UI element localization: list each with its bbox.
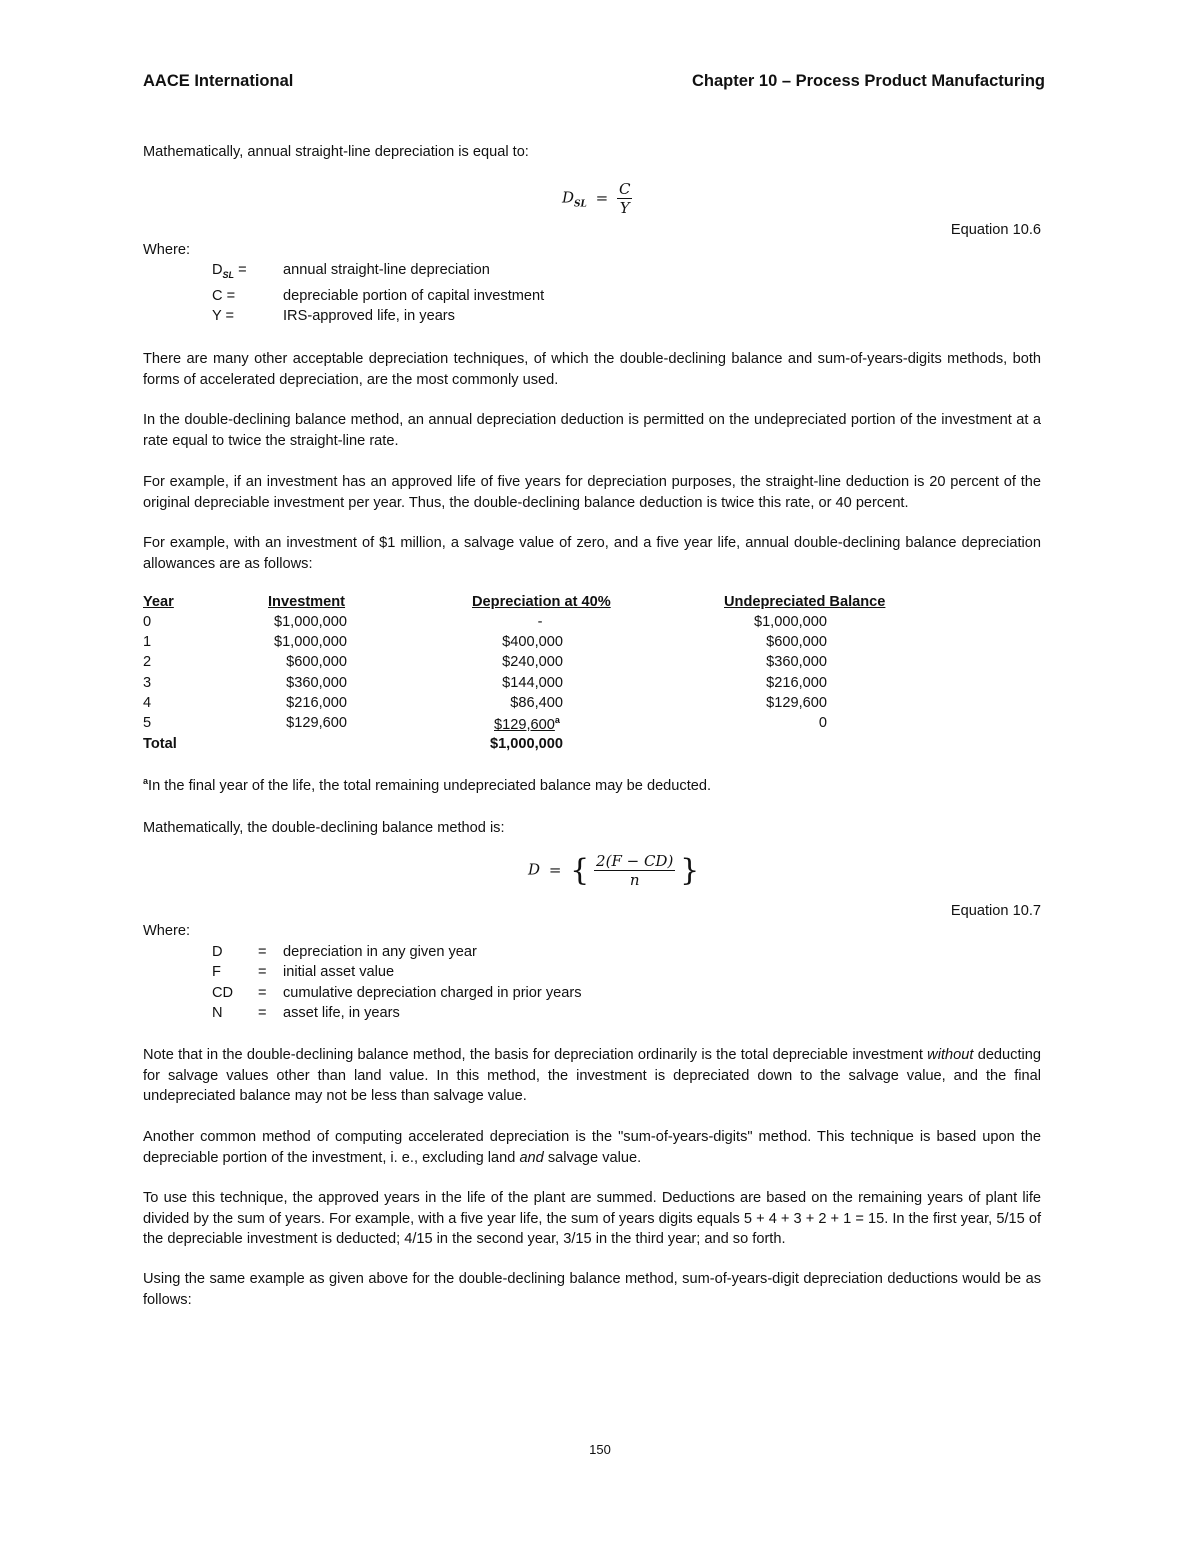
def-equals: = (258, 964, 267, 980)
paragraph-example-2: For example, with an investment of $1 million, a salvage value of zero, and a five year life, annual double-declining balance depreciation allowances are as follows: (143, 535, 1041, 572)
def-equals: = (258, 1005, 267, 1021)
table-cell-year: 3 (143, 675, 152, 691)
def-symbol: D (212, 944, 223, 960)
table-total-value: $1,000,000 (489, 736, 563, 752)
def-equals: = (258, 985, 267, 1001)
syd-text-after: salvage value. (543, 1149, 642, 1166)
def-row (212, 288, 235, 308)
equation-10-6-label: Equation 10.6 (950, 222, 1041, 238)
header-right: Chapter 10 – Process Product Manufacturing (691, 72, 1045, 90)
def-symbol: F (212, 964, 221, 980)
table-cell-depreciation: $144,000 (502, 675, 563, 691)
footnote-text: In the final year of the life, the total remaining undepreciated balance may be deducted. (148, 777, 712, 794)
def-symbol: C (212, 288, 223, 304)
table-cell-balance: $360,000 (766, 654, 827, 670)
table-cell-depreciation: $240,000 (502, 654, 563, 670)
table-cell-investment: $1,000,000 (273, 614, 347, 630)
table-cell-balance: $216,000 (766, 675, 827, 691)
table-total-label: Total (143, 736, 177, 752)
eq1-fraction (617, 180, 632, 217)
equation-10-7-label: Equation 10.7 (950, 903, 1041, 919)
def-description: cumulative depreciation charged in prior years (283, 985, 582, 1001)
where-label-1: Where: (143, 242, 191, 258)
def-symbol: D (212, 262, 223, 278)
intro-ddb: Mathematically, the double-declining balance method is: (143, 820, 505, 836)
def-equals: = (225, 308, 235, 324)
def-description: depreciation in any given year (283, 944, 477, 960)
final-depreciation-value: $129,600 (494, 716, 555, 733)
def-row (212, 308, 234, 328)
def-row (212, 262, 247, 282)
table-cell-balance: 0 (818, 715, 827, 731)
eq2-equals: = (548, 860, 562, 879)
table-header-balance: Undepreciated Balance (724, 594, 886, 610)
def-equals: = (258, 944, 267, 960)
eq1-numerator: C (619, 180, 631, 198)
page-number: 150 (589, 1442, 611, 1457)
table-cell-year: 0 (143, 614, 152, 630)
syd-text-before: Another common method of computing accelerated depreciation is the "sum-of-years-digits" method. This technique is based upon the depreciable portion of the investment, i. e., excluding land (143, 1129, 1041, 1166)
table-cell-balance: $129,600 (766, 695, 827, 711)
table-cell-investment: $129,600 (286, 715, 347, 731)
def-symbol-sub: SL (222, 269, 235, 280)
table-cell-investment: $1,000,000 (273, 634, 347, 650)
table-cell-investment: $600,000 (286, 654, 347, 670)
table-cell-depreciation-final (494, 715, 560, 733)
paragraph-example-1: For example, if an investment has an approved life of five years for depreciation purposes, the straight-line deduction is 20 percent of the original depreciable investment per year. Thus, the double-declining balance deduction is twice this rate, or 40 percent. (143, 474, 1041, 511)
def-description: annual straight-line depreciation (283, 262, 490, 278)
table-header-depreciation: Depreciation at 40% (472, 594, 611, 610)
table-cell-year: 2 (143, 654, 152, 670)
equation-10-6 (562, 180, 632, 217)
table-header-investment: Investment (268, 594, 346, 610)
eq1-denominator: Y (619, 199, 630, 217)
def-equals: = (226, 288, 236, 304)
eq2-numerator: 2(F − CD) (596, 852, 674, 870)
paragraph-same-example: Using the same example as given above for the double-declining balance method, sum-of-years-digit depreciation deductions would be as follows: (143, 1271, 1041, 1308)
table-cell-year: 1 (143, 634, 152, 650)
paragraph-syd (143, 1127, 1041, 1168)
def-symbol: N (212, 1005, 223, 1021)
eq1-lhs: D (562, 188, 575, 207)
paragraph-other-techniques: There are many other acceptable depreciation techniques, of which the double-declining balance and sum-of-years-digits methods, both forms of accelerated depreciation, are the most commonly used. (143, 351, 1041, 388)
table-header-year: Year (143, 594, 174, 610)
paragraph-use-technique: To use this technique, the approved years in the life of the plant are summed. Deductions are based on the remaining years of plant life divided by the sum of years. For example, with a five year life, the sum of years digits equals 5 + 4 + 3 + 2 + 1 = 15. In the first year, 5/15 of the depreciable investment is deducted; 4/15 in the second year, 3/15 in the third year; and so forth. (143, 1190, 1041, 1247)
note-text-after: deducting for salvage values other than land value. In this method, the investment is depreciated down to the salvage value, and the final undepreciated balance may not be less than salvage value. (143, 1047, 1041, 1104)
table-cell-investment: $216,000 (286, 695, 347, 711)
def-symbol: Y (212, 308, 222, 324)
intro-straight-line: Mathematically, annual straight-line depreciation is equal to: (143, 144, 529, 160)
header-left: AACE International (143, 72, 294, 90)
paragraph-ddb-method: In the double-declining balance method, an annual depreciation deduction is permitted on the undepreciated portion of the investment at a rate equal to twice the straight-line rate. (143, 412, 1041, 449)
footnote (143, 776, 711, 794)
footnote-mark: a (143, 776, 149, 786)
eq2-denominator: n (629, 871, 640, 889)
eq2-right-brace: } (680, 853, 700, 888)
note-text-before: Note that in the double-declining balance method, the basis for depreciation ordinarily is the total depreciable investment (143, 1047, 928, 1063)
eq1-equals: = (595, 188, 609, 207)
table-cell-year: 5 (143, 715, 152, 731)
footnote-marker: a (554, 715, 560, 725)
table-cell-investment: $360,000 (286, 675, 347, 691)
def-description: initial asset value (283, 964, 395, 980)
note-text-italic: without (927, 1047, 974, 1063)
eq2-fraction (594, 852, 675, 889)
table-cell-depreciation: $86,400 (510, 695, 563, 711)
eq2-lhs: D (528, 860, 541, 879)
def-description: IRS-approved life, in years (283, 308, 455, 324)
table-cell-balance: $600,000 (766, 634, 827, 650)
equation-10-7 (528, 852, 699, 889)
def-description: depreciable portion of capital investment (283, 288, 545, 304)
eq1-lhs-sub: SL (574, 199, 587, 210)
def-symbol: CD (212, 985, 234, 1001)
table-cell-depreciation: - (537, 614, 543, 630)
def-description: asset life, in years (283, 1005, 400, 1021)
def-equals: = (238, 262, 247, 278)
table-cell-depreciation: $400,000 (502, 634, 563, 650)
table-cell-year: 4 (143, 695, 152, 711)
where-label-2: Where: (143, 923, 191, 939)
paragraph-note (143, 1045, 1041, 1107)
syd-text-italic: and (519, 1149, 544, 1166)
eq2-left-brace: { (570, 853, 590, 888)
table-cell-balance: $1,000,000 (753, 614, 827, 630)
